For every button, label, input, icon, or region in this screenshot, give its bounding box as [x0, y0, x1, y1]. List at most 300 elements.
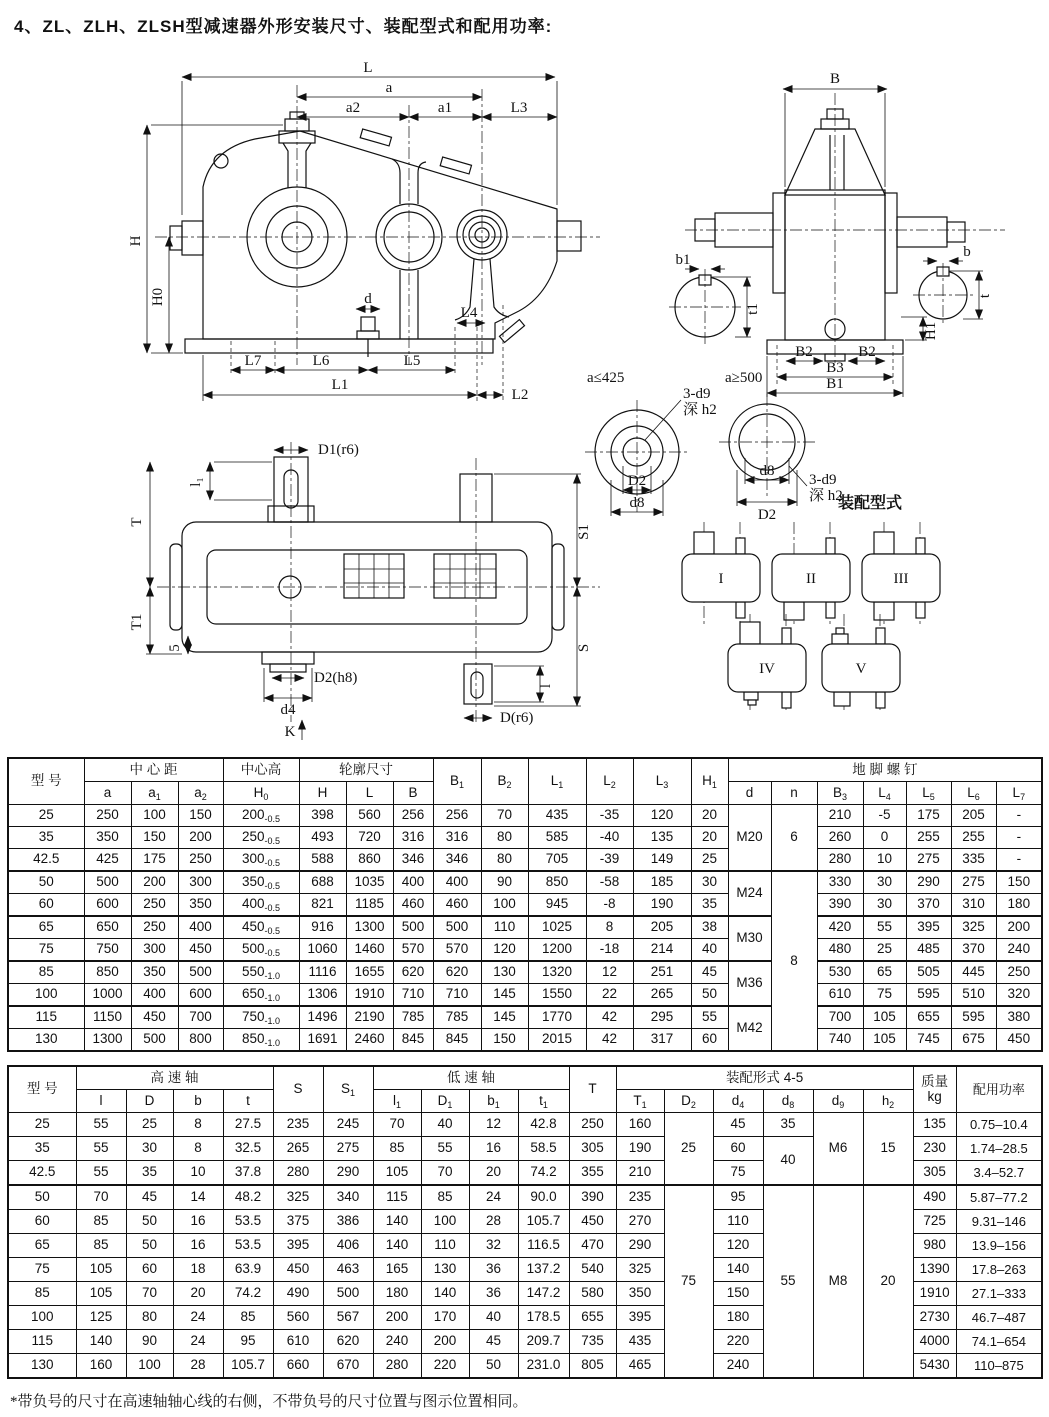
- cell: 316: [433, 827, 481, 849]
- column-header: $D_2$: [664, 1090, 713, 1113]
- column-header: 中 心 距: [84, 758, 223, 782]
- cell: 595: [951, 1006, 996, 1029]
- cell: 24: [173, 1330, 223, 1354]
- cell: 46.7–487: [956, 1306, 1042, 1330]
- cell: 500: [433, 916, 481, 939]
- cell: M42: [728, 1006, 771, 1051]
- cell: 135: [913, 1113, 956, 1137]
- cell: 916: [299, 916, 346, 939]
- cell: 40: [469, 1306, 518, 1330]
- drawing-side-view: [125, 55, 620, 425]
- table-row: [8, 939, 1042, 962]
- cell: 300: [131, 939, 178, 962]
- column-header: l: [76, 1090, 126, 1113]
- cell: 200: [373, 1306, 421, 1330]
- cell: 250: [131, 894, 178, 917]
- cell: 90: [481, 871, 528, 894]
- cell: 350: [616, 1282, 664, 1306]
- cell: 245: [323, 1113, 373, 1137]
- cell: 90: [126, 1330, 173, 1354]
- depth-small-label: 深 h2: [683, 402, 717, 418]
- cell: 24: [173, 1306, 223, 1330]
- cell: 8: [173, 1113, 223, 1137]
- cell: 355: [569, 1161, 616, 1186]
- dim-D2-small: D2: [627, 473, 647, 489]
- cell: 610: [273, 1330, 323, 1354]
- cell: 1306: [299, 984, 346, 1007]
- cell: 390: [817, 894, 863, 917]
- cell: 5430: [913, 1354, 956, 1379]
- cell: 200: [178, 827, 223, 849]
- table-row: [8, 1113, 1042, 1137]
- cell: 165: [373, 1258, 421, 1282]
- cell: 75: [664, 1185, 713, 1378]
- table-row: [8, 1006, 1042, 1029]
- cell: 80: [481, 849, 528, 872]
- cell: 55: [76, 1137, 126, 1161]
- cell: 390: [569, 1185, 616, 1210]
- cell: 800: [178, 1029, 223, 1052]
- cell: 45: [469, 1330, 518, 1354]
- column-header: 型 号: [8, 758, 84, 805]
- cell: 500: [393, 916, 433, 939]
- cell: 150: [178, 805, 223, 827]
- cell: 386: [323, 1210, 373, 1234]
- cell: 85: [76, 1234, 126, 1258]
- dim-a1: a1: [437, 100, 453, 116]
- cell: 80: [126, 1306, 173, 1330]
- cell: 36: [469, 1282, 518, 1306]
- cell: 35: [8, 827, 84, 849]
- holes-large-label: 3-d9: [809, 472, 837, 488]
- cell: 42: [586, 1029, 633, 1052]
- table-row: [8, 961, 1042, 984]
- cell: 145: [481, 984, 528, 1007]
- cell: 150: [713, 1282, 763, 1306]
- dim-l1: l₁: [188, 477, 204, 487]
- cell: 406: [323, 1234, 373, 1258]
- cell: 25: [8, 805, 84, 827]
- cell: 821: [299, 894, 346, 917]
- column-header: $h_2$: [863, 1090, 913, 1113]
- cell: 130: [421, 1258, 469, 1282]
- cell: 75: [713, 1161, 763, 1186]
- cell: 350: [131, 961, 178, 984]
- cell: 38: [691, 916, 728, 939]
- cell: 45: [713, 1113, 763, 1137]
- cell: 505: [906, 961, 951, 984]
- cell: 75: [8, 939, 84, 962]
- cell: 28: [173, 1354, 223, 1379]
- cell: 240: [713, 1354, 763, 1379]
- cell: 251: [633, 961, 691, 984]
- cell: 375: [273, 1210, 323, 1234]
- cell: 1691: [299, 1029, 346, 1052]
- column-header: b: [173, 1090, 223, 1113]
- cell: $850_{-1.0}$: [223, 1029, 299, 1052]
- cell: 35: [763, 1113, 813, 1137]
- cell: 785: [433, 1006, 481, 1029]
- cell: 490: [913, 1185, 956, 1210]
- cell: 1320: [528, 961, 586, 984]
- cell: 290: [616, 1234, 664, 1258]
- dimensions-table: [7, 757, 1043, 1052]
- dim-a: a: [385, 80, 393, 96]
- cell: 35: [8, 1137, 76, 1161]
- cell: 1060: [299, 939, 346, 962]
- cell: 100: [126, 1354, 173, 1379]
- cell: 2460: [346, 1029, 393, 1052]
- cell: 395: [273, 1234, 323, 1258]
- cell: 255: [906, 827, 951, 849]
- cell: 18: [173, 1258, 223, 1282]
- dim-B: B: [829, 71, 841, 87]
- column-header: 装配形式 4-5: [616, 1066, 913, 1090]
- cell: 100: [421, 1210, 469, 1234]
- cell: 150: [996, 871, 1042, 894]
- cell: 22: [586, 984, 633, 1007]
- cell: 620: [433, 961, 481, 984]
- cell: 170: [421, 1306, 469, 1330]
- cell: -35: [586, 805, 633, 827]
- cell: 560: [273, 1306, 323, 1330]
- cell: 105: [76, 1282, 126, 1306]
- cell: 500: [131, 1029, 178, 1052]
- cell: 85: [8, 961, 84, 984]
- cell: 50: [691, 984, 728, 1007]
- column-header: d: [728, 782, 771, 805]
- column-header: $D_1$: [421, 1090, 469, 1113]
- cell: 595: [906, 984, 951, 1007]
- cell: 100: [481, 894, 528, 917]
- cell: 20: [469, 1161, 518, 1186]
- column-header: 低 速 轴: [373, 1066, 569, 1090]
- table-row: [8, 916, 1042, 939]
- cell: 63.9: [223, 1258, 273, 1282]
- cell: 16: [173, 1210, 223, 1234]
- column-header: $S_1$: [323, 1066, 373, 1113]
- cell: 180: [713, 1306, 763, 1330]
- cell: 120: [633, 805, 691, 827]
- cell: 0.75–10.4: [956, 1113, 1042, 1137]
- cell: 8: [771, 871, 817, 1051]
- cell: 42.5: [8, 849, 84, 872]
- cell: 14: [173, 1185, 223, 1210]
- column-header: $a_1$: [131, 782, 178, 805]
- header-row: [8, 758, 1042, 782]
- cell: 250: [178, 849, 223, 872]
- cell: 567: [323, 1306, 373, 1330]
- cell: 130: [8, 1029, 84, 1052]
- cell: 16: [173, 1234, 223, 1258]
- dim-L7: L7: [244, 353, 262, 369]
- table-row: [8, 894, 1042, 917]
- cell: 250: [131, 916, 178, 939]
- cell: 9.31–146: [956, 1210, 1042, 1234]
- cell: 16: [469, 1137, 518, 1161]
- cell: 720: [346, 827, 393, 849]
- dim-L: L: [363, 60, 373, 76]
- cell: 1200: [528, 939, 586, 962]
- cell: 845: [433, 1029, 481, 1052]
- cell: 330: [817, 871, 863, 894]
- cell: 445: [951, 961, 996, 984]
- cell: 570: [393, 939, 433, 962]
- column-header: $H_1$: [691, 758, 728, 805]
- cell: 350: [84, 827, 131, 849]
- dim-T1: T1: [129, 613, 145, 631]
- cell: 1035: [346, 871, 393, 894]
- cell: 1655: [346, 961, 393, 984]
- cell: 70: [421, 1161, 469, 1186]
- cell: 1.74–28.5: [956, 1137, 1042, 1161]
- cell: 1390: [913, 1258, 956, 1282]
- cell: 120: [713, 1234, 763, 1258]
- cell: 50: [469, 1354, 518, 1379]
- cell: 42.8: [518, 1113, 569, 1137]
- cell: 845: [393, 1029, 433, 1052]
- cell: 42.5: [8, 1161, 76, 1186]
- cell: 74.1–654: [956, 1330, 1042, 1354]
- cell: 275: [323, 1137, 373, 1161]
- cell: 32.5: [223, 1137, 273, 1161]
- cell: 5.87–77.2: [956, 1185, 1042, 1210]
- cell: 55: [76, 1161, 126, 1186]
- cell: 85: [76, 1210, 126, 1234]
- cell: 450: [996, 1029, 1042, 1052]
- cell: 105: [863, 1029, 906, 1052]
- cell: 10: [173, 1161, 223, 1186]
- condition-large-label: a≥500: [725, 370, 763, 386]
- cell: 1770: [528, 1006, 586, 1029]
- cell: 305: [569, 1137, 616, 1161]
- header-row: [8, 1066, 1042, 1090]
- cell: 160: [76, 1354, 126, 1379]
- footnote: *带负号的尺寸在高速轴轴心线的右侧，不带负号的尺寸位置与图示位置相同。: [10, 1394, 528, 1410]
- cell: $450_{-0.5}$: [223, 916, 299, 939]
- cell: 200: [996, 916, 1042, 939]
- cell: 130: [481, 961, 528, 984]
- cell: 450: [178, 939, 223, 962]
- dim-L6: L6: [312, 353, 330, 369]
- column-header: 配用功率: [956, 1066, 1042, 1113]
- cell: 335: [951, 849, 996, 872]
- cell: 8: [173, 1137, 223, 1161]
- column-header: $H_0$: [223, 782, 299, 805]
- cell: 178.5: [518, 1306, 569, 1330]
- column-header: S: [273, 1066, 323, 1113]
- cell: 380: [996, 1006, 1042, 1029]
- assembly-type-label: I: [718, 571, 724, 587]
- cell: 540: [569, 1258, 616, 1282]
- cell: $350_{-0.5}$: [223, 871, 299, 894]
- cell: 317: [633, 1029, 691, 1052]
- cell: 85: [223, 1306, 273, 1330]
- cell: M30: [728, 916, 771, 961]
- cell: 55: [421, 1137, 469, 1161]
- cell: 400: [178, 916, 223, 939]
- cell: 400: [131, 984, 178, 1007]
- cell: 850: [528, 871, 586, 894]
- cell: 805: [569, 1354, 616, 1379]
- cell: 190: [633, 894, 691, 917]
- cell: 1185: [346, 894, 393, 917]
- cell: 110–875: [956, 1354, 1042, 1379]
- cell: 485: [906, 939, 951, 962]
- column-header: $B_2$: [481, 758, 528, 805]
- column-header: $d_9$: [813, 1090, 863, 1113]
- cell: 250: [84, 805, 131, 827]
- column-header: $l_1$: [373, 1090, 421, 1113]
- cell: 75: [863, 984, 906, 1007]
- cell: 160: [616, 1113, 664, 1137]
- cell: 74.2: [518, 1161, 569, 1186]
- cell: 209.7: [518, 1330, 569, 1354]
- condition-small-label: a≤425: [587, 370, 625, 386]
- cell: 55: [863, 916, 906, 939]
- cell: 260: [817, 827, 863, 849]
- column-header: $a_2$: [178, 782, 223, 805]
- cell: 1150: [84, 1006, 131, 1029]
- cell: 125: [76, 1306, 126, 1330]
- holes-small-label: 3-d9: [683, 386, 711, 402]
- cell: 265: [633, 984, 691, 1007]
- cell: 65: [8, 916, 84, 939]
- cell: 740: [817, 1029, 863, 1052]
- cell: 145: [481, 1006, 528, 1029]
- column-header: T: [569, 1066, 616, 1113]
- cell: 20: [863, 1185, 913, 1378]
- cell: 620: [323, 1330, 373, 1354]
- cell: 65: [8, 1234, 76, 1258]
- cell: -8: [586, 894, 633, 917]
- cell: 256: [433, 805, 481, 827]
- cell: 74.2: [223, 1282, 273, 1306]
- cell: 1116: [299, 961, 346, 984]
- cell: 105.7: [518, 1210, 569, 1234]
- cell: 1460: [346, 939, 393, 962]
- cell: 60: [713, 1137, 763, 1161]
- dim-d8-small: d8: [629, 495, 645, 511]
- drawing-assembly-types: [660, 492, 1010, 712]
- cell: 980: [913, 1234, 956, 1258]
- header-row: [8, 1090, 1042, 1113]
- drawing-end-view: [655, 65, 1045, 400]
- cell: 1025: [528, 916, 586, 939]
- cell: 105: [373, 1161, 421, 1186]
- cell: 1300: [84, 1029, 131, 1052]
- cell: 20: [173, 1282, 223, 1306]
- assembly-types-title: 装配型式: [837, 495, 903, 512]
- cell: 460: [393, 894, 433, 917]
- cell: M36: [728, 961, 771, 1006]
- depth-large-label: 深 h2: [809, 488, 843, 504]
- cell: $400_{-0.5}$: [223, 894, 299, 917]
- cell: 110: [421, 1234, 469, 1258]
- cell: 13.9–156: [956, 1234, 1042, 1258]
- cell: 100: [8, 984, 84, 1007]
- table-row: [8, 1185, 1042, 1210]
- column-header: $L_5$: [906, 782, 951, 805]
- cell: 490: [273, 1282, 323, 1306]
- cell: 25: [863, 939, 906, 962]
- cell: 70: [76, 1185, 126, 1210]
- cell: 290: [906, 871, 951, 894]
- cell: 190: [616, 1137, 664, 1161]
- cell: 50: [8, 871, 84, 894]
- cell: 30: [863, 871, 906, 894]
- column-header: L: [346, 782, 393, 805]
- cell: 275: [951, 871, 996, 894]
- dim-d8-large: d8: [759, 463, 775, 479]
- cell: 600: [84, 894, 131, 917]
- column-header: $L_3$: [633, 758, 691, 805]
- cell: 1300: [346, 916, 393, 939]
- cell: 580: [569, 1282, 616, 1306]
- column-header: $B_3$: [817, 782, 863, 805]
- cell: 400: [393, 871, 433, 894]
- cell: 116.5: [518, 1234, 569, 1258]
- cell: 70: [126, 1282, 173, 1306]
- dim-S1: S1: [576, 524, 592, 540]
- cell: 588: [299, 849, 346, 872]
- dim-L5: L5: [403, 353, 421, 369]
- cell: 660: [273, 1354, 323, 1379]
- dim-D1: D1(r6): [318, 442, 359, 458]
- dim-S: S: [576, 643, 592, 653]
- table-row: [8, 827, 1042, 849]
- cell: 945: [528, 894, 586, 917]
- cell: 10: [863, 849, 906, 872]
- cell: 346: [393, 849, 433, 872]
- cell: 50: [126, 1234, 173, 1258]
- cell: 85: [421, 1185, 469, 1210]
- dim-b: b: [963, 244, 971, 260]
- cell: 231.0: [518, 1354, 569, 1379]
- cell: 60: [8, 894, 84, 917]
- cell: 50: [126, 1210, 173, 1234]
- cell: 130: [8, 1354, 76, 1379]
- cell: 36: [469, 1258, 518, 1282]
- cell: -40: [586, 827, 633, 849]
- dim-t1: t1: [745, 303, 761, 315]
- cell: 325: [616, 1258, 664, 1282]
- cell: 135: [633, 827, 691, 849]
- cell: 745: [906, 1029, 951, 1052]
- cell: 105.7: [223, 1354, 273, 1379]
- cell: 110: [713, 1210, 763, 1234]
- dim-b1: b1: [675, 252, 691, 268]
- cell: 450: [569, 1210, 616, 1234]
- cell: 250: [996, 961, 1042, 984]
- cell: 70: [373, 1113, 421, 1137]
- cell: 280: [373, 1354, 421, 1379]
- cell: 95: [223, 1330, 273, 1354]
- cell: 450: [273, 1258, 323, 1282]
- cell: 140: [373, 1234, 421, 1258]
- cell: 395: [906, 916, 951, 939]
- cell: 435: [616, 1330, 664, 1354]
- cell: 32: [469, 1234, 518, 1258]
- dim-B2-left: B2: [795, 344, 813, 360]
- cell: 530: [817, 961, 863, 984]
- cell: 480: [817, 939, 863, 962]
- cell: 137.2: [518, 1258, 569, 1282]
- cell: 149: [633, 849, 691, 872]
- cell: 205: [951, 805, 996, 827]
- cell: 55: [691, 1006, 728, 1029]
- cell: 860: [346, 849, 393, 872]
